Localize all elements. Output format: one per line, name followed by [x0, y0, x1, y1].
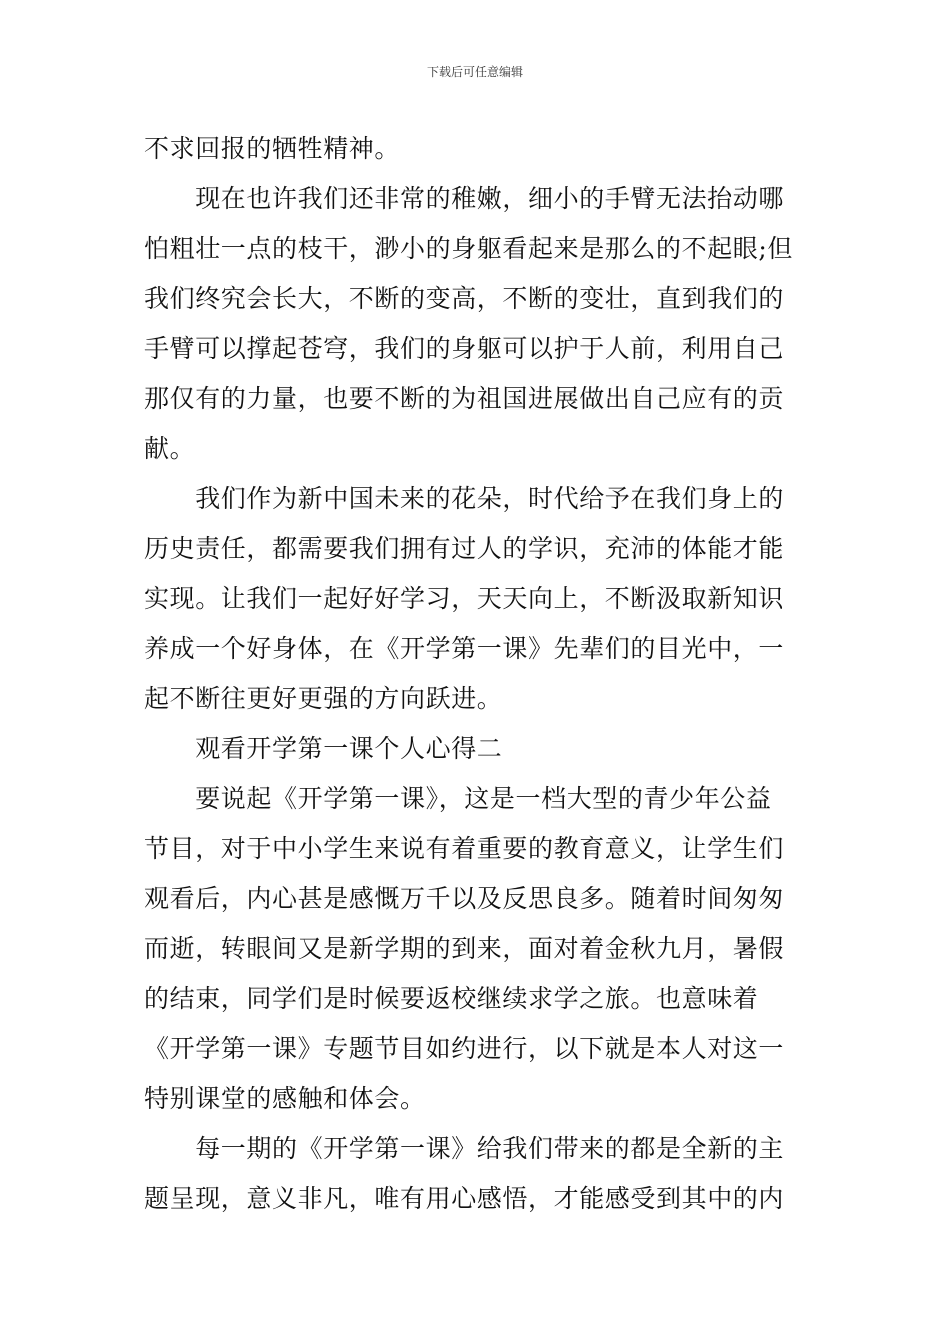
page-header: 下载后可任意编辑 [426, 65, 523, 79]
text-line: 的结束，同学们是时候要返校继续求学之旅。也意味着 [144, 984, 759, 1013]
text-line: 起不断往更好更强的方向跃进。 [144, 684, 503, 713]
text-line: 怕粗壮一点的枝干，渺小的身躯看起来是那么的不起眼;但 [144, 234, 794, 263]
text-line: 献。 [144, 434, 196, 463]
section-heading: 观看开学第一课个人心得二 [144, 734, 503, 763]
text-line: 而逝，转眼间又是新学期的到来，面对着金秋九月，暑假 [144, 934, 785, 963]
text-line: 不求回报的牺牲精神。 [144, 134, 401, 163]
text-line: 那仅有的力量，也要不断的为祖国进展做出自己应有的贡 [144, 384, 785, 413]
text-line: 历史责任，都需要我们拥有过人的学识，充沛的体能才能 [144, 534, 785, 563]
text-line: 养成一个好身体，在《开学第一课》先辈们的目光中，一 [144, 634, 785, 663]
text-line: 现在也许我们还非常的稚嫩，细小的手臂无法抬动哪 [144, 184, 785, 213]
text-line: 《开学第一课》专题节目如约进行，以下就是本人对这一 [144, 1034, 785, 1063]
text-line: 观看后，内心甚是感慨万千以及反思良多。随着时间匆匆 [144, 884, 785, 913]
text-line: 我们终究会长大，不断的变高，不断的变壮，直到我们的 [144, 284, 785, 313]
text-line: 节目，对于中小学生来说有着重要的教育意义，让学生们 [144, 834, 785, 863]
text-line: 我们作为新中国未来的花朵，时代给予在我们身上的 [144, 484, 785, 513]
text-line: 要说起《开学第一课》，这是一档大型的青少年公益 [144, 784, 772, 813]
text-line: 特别课堂的感触和体会。 [144, 1084, 426, 1113]
text-line: 实现。让我们一起好好学习，天天向上，不断汲取新知识 [144, 584, 785, 613]
text-line: 题呈现，意义非凡，唯有用心感悟，才能感受到其中的内 [144, 1184, 785, 1213]
text-line: 每一期的《开学第一课》给我们带来的都是全新的主 [144, 1134, 785, 1163]
text-line: 手臂可以撑起苍穹，我们的身躯可以护于人前，利用自己 [144, 334, 785, 363]
